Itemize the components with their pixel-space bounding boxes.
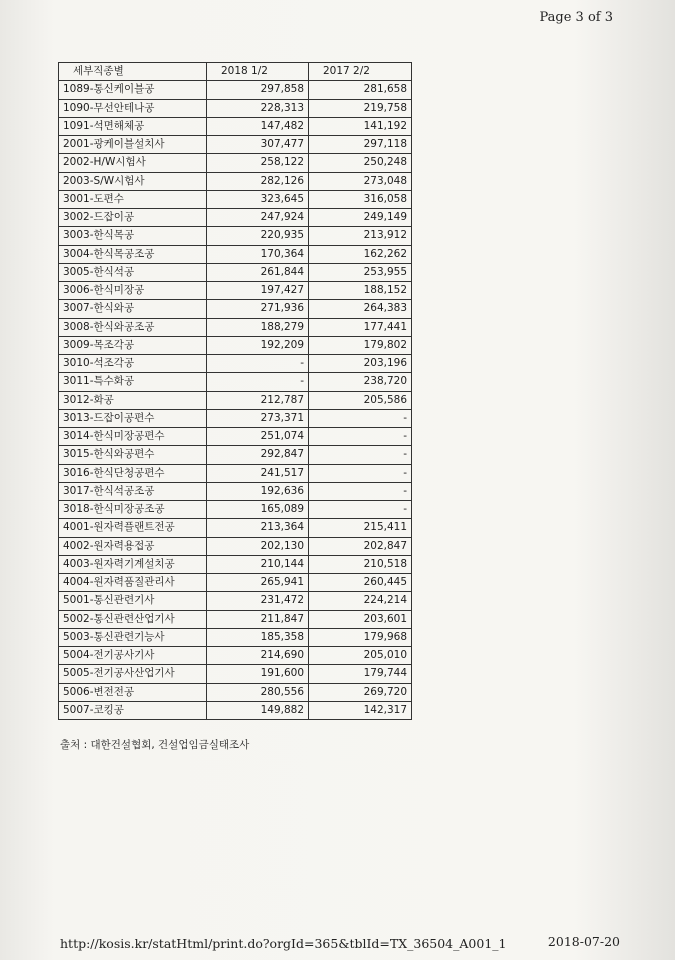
wage-2018-h1-cell: 212,787 bbox=[207, 391, 309, 409]
job-type-cell: 3013-드잡이공편수 bbox=[59, 409, 207, 427]
table-row bbox=[59, 172, 412, 190]
wage-2017-h2-cell: 224,214 bbox=[309, 592, 412, 610]
table-row bbox=[59, 519, 412, 537]
job-type-cell: 3018-한식미장공조공 bbox=[59, 501, 207, 519]
wage-2018-h1-cell: 197,427 bbox=[207, 282, 309, 300]
wage-2018-h1-cell: 165,089 bbox=[207, 501, 309, 519]
table-row bbox=[59, 701, 412, 719]
wage-2018-h1-cell: 323,645 bbox=[207, 190, 309, 208]
table-row bbox=[59, 263, 412, 281]
header-job-type: 세부직종별 bbox=[59, 63, 207, 81]
job-type-cell: 3010-석조각공 bbox=[59, 355, 207, 373]
job-type-cell: 3006-한식미장공 bbox=[59, 282, 207, 300]
job-type-cell: 2003-S/W시험사 bbox=[59, 172, 207, 190]
wage-2018-h1-cell: 241,517 bbox=[207, 464, 309, 482]
job-type-cell: 3009-목조각공 bbox=[59, 336, 207, 354]
wage-2018-h1-cell: 191,600 bbox=[207, 665, 309, 683]
job-type-cell: 3005-한식석공 bbox=[59, 263, 207, 281]
wage-2018-h1-cell: 265,941 bbox=[207, 574, 309, 592]
wage-2017-h2-cell: - bbox=[309, 428, 412, 446]
wage-2018-h1-cell: 247,924 bbox=[207, 209, 309, 227]
wage-2017-h2-cell: - bbox=[309, 446, 412, 464]
job-type-cell: 4004-원자력품질관리사 bbox=[59, 574, 207, 592]
wage-2017-h2-cell: 142,317 bbox=[309, 701, 412, 719]
wage-2017-h2-cell: 260,445 bbox=[309, 574, 412, 592]
wage-2018-h1-cell: 188,279 bbox=[207, 318, 309, 336]
wage-2017-h2-cell: 210,518 bbox=[309, 555, 412, 573]
wage-2017-h2-cell: - bbox=[309, 482, 412, 500]
wage-2018-h1-cell: 271,936 bbox=[207, 300, 309, 318]
wage-2018-h1-cell: 170,364 bbox=[207, 245, 309, 263]
wage-2018-h1-cell: 273,371 bbox=[207, 409, 309, 427]
job-type-cell: 3017-한식석공조공 bbox=[59, 482, 207, 500]
table-row bbox=[59, 574, 412, 592]
wage-2018-h1-cell: 149,882 bbox=[207, 701, 309, 719]
job-type-cell: 3001-도편수 bbox=[59, 190, 207, 208]
table-row bbox=[59, 482, 412, 500]
table-row bbox=[59, 592, 412, 610]
job-type-cell: 3012-화공 bbox=[59, 391, 207, 409]
table-row bbox=[59, 136, 412, 154]
job-type-cell: 3008-한식와공조공 bbox=[59, 318, 207, 336]
job-type-cell: 5003-통신관련기능사 bbox=[59, 628, 207, 646]
wage-2018-h1-cell: 261,844 bbox=[207, 263, 309, 281]
wage-2017-h2-cell: 141,192 bbox=[309, 117, 412, 135]
job-type-cell: 3011-특수화공 bbox=[59, 373, 207, 391]
wage-2017-h2-cell: 238,720 bbox=[309, 373, 412, 391]
table-row bbox=[59, 245, 412, 263]
table-row bbox=[59, 628, 412, 646]
wage-2018-h1-cell: 211,847 bbox=[207, 610, 309, 628]
table-row bbox=[59, 446, 412, 464]
job-type-cell: 1091-석면해체공 bbox=[59, 117, 207, 135]
wage-2017-h2-cell: 177,441 bbox=[309, 318, 412, 336]
wage-2018-h1-cell: 297,858 bbox=[207, 81, 309, 99]
wage-2017-h2-cell: 250,248 bbox=[309, 154, 412, 172]
wage-2018-h1-cell: 228,313 bbox=[207, 99, 309, 117]
wage-2018-h1-cell: 210,144 bbox=[207, 555, 309, 573]
wage-2018-h1-cell: 231,472 bbox=[207, 592, 309, 610]
table-row bbox=[59, 683, 412, 701]
job-type-cell: 1090-무선안테나공 bbox=[59, 99, 207, 117]
table-row bbox=[59, 464, 412, 482]
table-row bbox=[59, 537, 412, 555]
header-2018-h1: 2018 1/2 bbox=[207, 63, 309, 81]
job-type-cell: 5007-코킹공 bbox=[59, 701, 207, 719]
wage-2017-h2-cell: 215,411 bbox=[309, 519, 412, 537]
table-row bbox=[59, 318, 412, 336]
wage-2018-h1-cell: 307,477 bbox=[207, 136, 309, 154]
job-type-cell: 3002-드잡이공 bbox=[59, 209, 207, 227]
job-type-cell: 3004-한식목공조공 bbox=[59, 245, 207, 263]
footer-url: http://kosis.kr/statHtml/print.do?orgId=365&tblId=TX_36504_A001_1 bbox=[60, 936, 507, 951]
table-row bbox=[59, 373, 412, 391]
wage-table bbox=[58, 62, 412, 720]
table-row bbox=[59, 154, 412, 172]
source-note: 출처 : 대한건설협회, 건설업임금실태조사 bbox=[60, 739, 250, 751]
table-body bbox=[59, 81, 412, 720]
table-row bbox=[59, 227, 412, 245]
wage-2017-h2-cell: 202,847 bbox=[309, 537, 412, 555]
wage-2018-h1-cell: 213,364 bbox=[207, 519, 309, 537]
wage-2017-h2-cell: 316,058 bbox=[309, 190, 412, 208]
header-2017-h2: 2017 2/2 bbox=[309, 63, 412, 81]
wage-2017-h2-cell: 213,912 bbox=[309, 227, 412, 245]
table-row bbox=[59, 282, 412, 300]
table-row bbox=[59, 610, 412, 628]
job-type-cell: 3007-한식와공 bbox=[59, 300, 207, 318]
wage-2017-h2-cell: 281,658 bbox=[309, 81, 412, 99]
wage-2018-h1-cell: 202,130 bbox=[207, 537, 309, 555]
wage-2017-h2-cell: 273,048 bbox=[309, 172, 412, 190]
wage-2018-h1-cell: 192,636 bbox=[207, 482, 309, 500]
wage-2018-h1-cell: 220,935 bbox=[207, 227, 309, 245]
table-row bbox=[59, 355, 412, 373]
job-type-cell: 5001-통신관련기사 bbox=[59, 592, 207, 610]
table-row bbox=[59, 81, 412, 99]
job-type-cell: 4003-원자력기계설치공 bbox=[59, 555, 207, 573]
wage-2017-h2-cell: - bbox=[309, 409, 412, 427]
job-type-cell: 5006-변전전공 bbox=[59, 683, 207, 701]
table-row bbox=[59, 391, 412, 409]
wage-2018-h1-cell: 258,122 bbox=[207, 154, 309, 172]
job-type-cell: 4001-원자력플랜트전공 bbox=[59, 519, 207, 537]
job-type-cell: 1089-통신케이블공 bbox=[59, 81, 207, 99]
wage-2018-h1-cell: 192,209 bbox=[207, 336, 309, 354]
table-row bbox=[59, 99, 412, 117]
wage-2017-h2-cell: 203,196 bbox=[309, 355, 412, 373]
wage-2017-h2-cell: 297,118 bbox=[309, 136, 412, 154]
wage-2017-h2-cell: 205,010 bbox=[309, 647, 412, 665]
wage-2017-h2-cell: 179,744 bbox=[309, 665, 412, 683]
job-type-cell: 3003-한식목공 bbox=[59, 227, 207, 245]
wage-2018-h1-cell: 280,556 bbox=[207, 683, 309, 701]
wage-2018-h1-cell: 147,482 bbox=[207, 117, 309, 135]
table-row bbox=[59, 555, 412, 573]
table-row bbox=[59, 300, 412, 318]
table-row bbox=[59, 336, 412, 354]
wage-2018-h1-cell: 185,358 bbox=[207, 628, 309, 646]
wage-2017-h2-cell: 188,152 bbox=[309, 282, 412, 300]
job-type-cell: 4002-원자력용접공 bbox=[59, 537, 207, 555]
wage-2017-h2-cell: - bbox=[309, 501, 412, 519]
job-type-cell: 2002-H/W시험사 bbox=[59, 154, 207, 172]
wage-2017-h2-cell: 179,968 bbox=[309, 628, 412, 646]
wage-2017-h2-cell: 219,758 bbox=[309, 99, 412, 117]
wage-2017-h2-cell: 269,720 bbox=[309, 683, 412, 701]
job-type-cell: 5002-통신관련산업기사 bbox=[59, 610, 207, 628]
wage-2018-h1-cell: - bbox=[207, 373, 309, 391]
job-type-cell: 5004-전기공사기사 bbox=[59, 647, 207, 665]
wage-2017-h2-cell: 162,262 bbox=[309, 245, 412, 263]
page-number: Page 3 of 3 bbox=[539, 10, 613, 25]
table-row bbox=[59, 409, 412, 427]
wage-2018-h1-cell: 282,126 bbox=[207, 172, 309, 190]
job-type-cell: 3014-한식미장공편수 bbox=[59, 428, 207, 446]
table-row bbox=[59, 117, 412, 135]
footer-date: 2018-07-20 bbox=[547, 934, 620, 949]
job-type-cell: 3015-한식와공편수 bbox=[59, 446, 207, 464]
job-type-cell: 5005-전기공사산업기사 bbox=[59, 665, 207, 683]
table-row bbox=[59, 647, 412, 665]
wage-2017-h2-cell: 253,955 bbox=[309, 263, 412, 281]
wage-2018-h1-cell: 251,074 bbox=[207, 428, 309, 446]
table-row bbox=[59, 190, 412, 208]
table-row bbox=[59, 501, 412, 519]
job-type-cell: 2001-광케이블설치사 bbox=[59, 136, 207, 154]
wage-2017-h2-cell: 205,586 bbox=[309, 391, 412, 409]
wage-2017-h2-cell: 264,383 bbox=[309, 300, 412, 318]
table-row bbox=[59, 209, 412, 227]
table-row bbox=[59, 665, 412, 683]
table-row bbox=[59, 428, 412, 446]
wage-2018-h1-cell: - bbox=[207, 355, 309, 373]
wage-2018-h1-cell: 292,847 bbox=[207, 446, 309, 464]
wage-2018-h1-cell: 214,690 bbox=[207, 647, 309, 665]
wage-2017-h2-cell: 249,149 bbox=[309, 209, 412, 227]
wage-2017-h2-cell: 203,601 bbox=[309, 610, 412, 628]
wage-2017-h2-cell: - bbox=[309, 464, 412, 482]
wage-2017-h2-cell: 179,802 bbox=[309, 336, 412, 354]
job-type-cell: 3016-한식단청공편수 bbox=[59, 464, 207, 482]
table-header-row bbox=[59, 63, 412, 81]
